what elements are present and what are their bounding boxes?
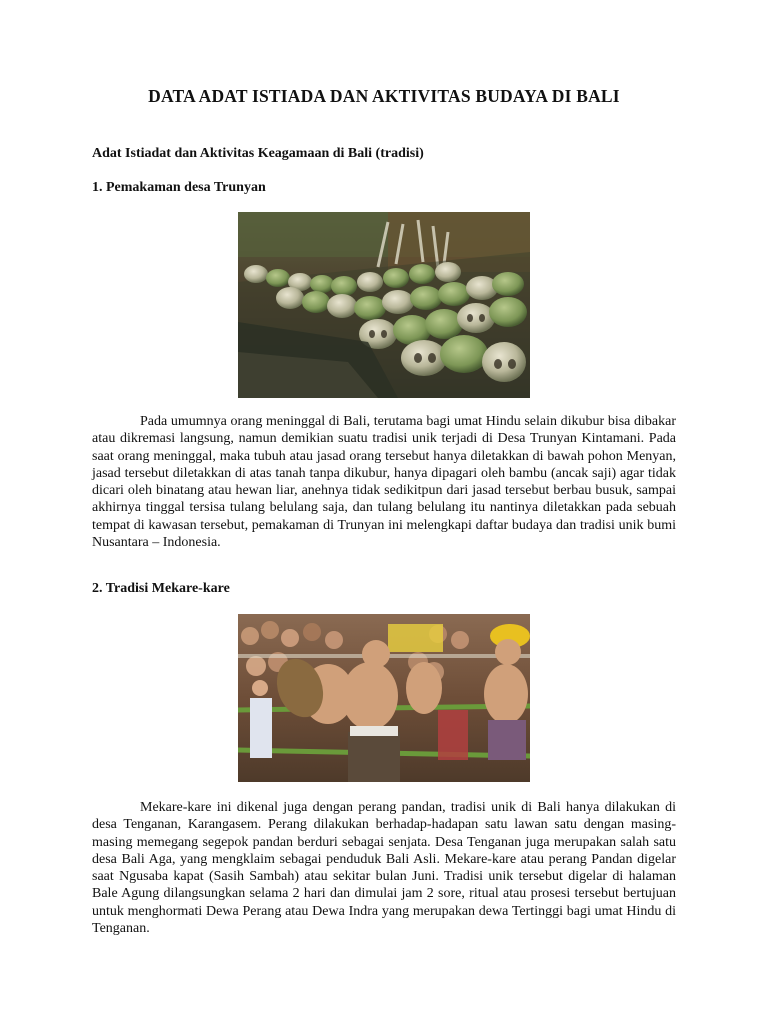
trunyan-skulls-photo [238,212,530,398]
document-subtitle: Adat Istiadat dan Aktivitas Keagamaan di Bali (tradisi) [92,146,424,161]
section-heading-trunyan: 1. Pemakaman desa Trunyan [92,180,266,195]
section-paragraph-trunyan [92,413,676,551]
paragraph-text: Mekare-kare ini dikenal juga dengan perang pandan, tradisi unik di Bali hanya dilakukan di desa Tenganan, Karangasem. Perang dilakukan berhadap-hadapan satu lawan satu dengan masing-masing memegang segepok pandan berduri sebagai senjata. Desa Tenganan juga merupakan salah satu desa Bali Aga, yang mengklaim sebagai penduduk Bali Asli. Mekare-kare atau perang Pandan digelar saat Ngusaba kapat (Sasih Sambah) atau sekitar bulan Juni. Tradisi unik tersebut digelar di halaman Bale Agung dilangsungkan selama 2 hari dan dimulai jam 2 sore, ritual atau prosesi tersebut bertujuan untuk menghormati Dewa Perang atau Dewa Indra yang merupakan dewa Tertinggi bagi umat Hindu di Tenganan. [92,800,676,937]
mekare-kare-photo [238,614,530,782]
paragraph-text: Pada umumnya orang meninggal di Bali, terutama bagi umat Hindu selain dikubur bisa dibakar atau dikremasi langsung, namun demikian suatu tradisi unik terjadi di Desa Trunyan Kintamani. Pada saat orang meninggal, maka tubuh atau jasad orang tersebut hanya diletakkan di bawah pohon Menyan, jasad tersebut diletakkan di atas tanah tanpa dikubur, hanya dipagari oleh bambu (ancak saji) agar tidak dicari oleh binatang atau hewan liar, anehnya tidak sedikitpun dari jasad tersebut berbau busuk, sampai akhirnya tinggal tersisa tulang belulang saja, dan tulang belulang itu nantinya diletakkan pada sebuah tempat di kawasan tersebut, pemakaman di Trunyan ini melengkapi daftar budaya dan tradisi unik bumi Nusantara – Indonesia. [92,414,676,551]
document-title: DATA ADAT ISTIADA DAN AKTIVITAS BUDAYA DI BALI [148,86,620,106]
section-paragraph-mekare-kare [92,799,676,937]
section-heading-mekare-kare: 2. Tradisi Mekare-kare [92,581,230,596]
